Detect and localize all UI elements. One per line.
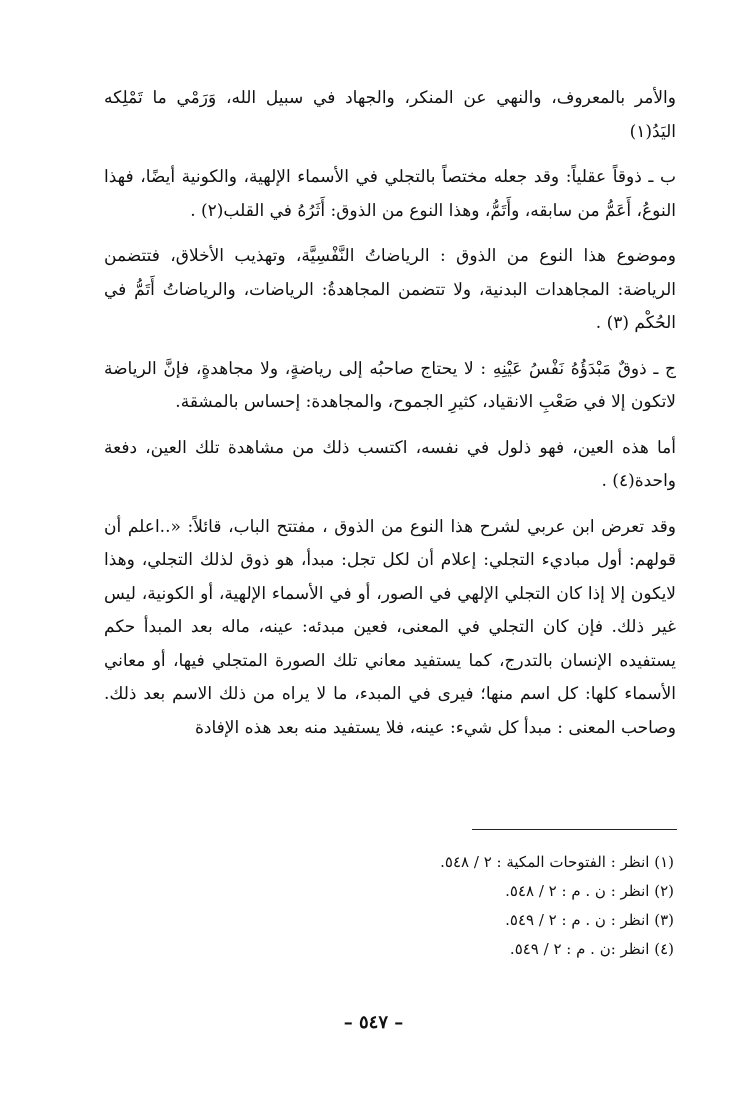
- paragraph-4: ج ـ ذوقٌ مَبْدَؤُهُ نَفْسُ عَيْنِهِ : لا يحتاج صاحبُه إلى رياضةٍ، ولا مجاهدةٍ، فإنَّ الرياضة لاتكون إلا في صَعْبِ الانقياد، كثيرِ الجموح، والمجاهدة: إحساس بالمشقة.: [104, 358, 676, 412]
- paragraph-1: والأمر بالمعروف، والنهي عن المنكر، والجهاد في سبيل الله، وَرَمْي ما تَمْلِكه اليَدُ(١): [104, 88, 676, 142]
- paragraph-6: وقد تعرض ابن عربي لشرح هذا النوع من الذوق ، مفتتح الباب، قائلاً: «..اعلم أن قولهم: أول مباديء التجلي: إعلام أن لكل تجل: مبدأ، هو ذوق لذلك التجلي، وهذا لايكون إلا إذا كان التجلي الإلهي في الصور، أو في الأسماء الإلهية، أو الكونية، ليس غير ذلك. فإن كان التجلي في المعنى، فعين مبدئه: عينه، ماله بعد المبدأ حكم يستفيده الإنسان بالتدرج، كما يستفيد معاني تلك الصورة المتجلي فيها، أو معاني الأسماء كلها: كل اسم منها؛ فيرى في المبدء، ما لا يراه من ذلك الاسم بعد ذلك. وصاحب المعنى : مبدأ كل شيء: عينه، فلا يستفيد منه بعد هذه الإفادة: [104, 516, 676, 738]
- page-number: – ٥٤٧ –: [343, 1012, 404, 1033]
- main-text: [104, 82, 676, 757]
- footnote-2: (٢) انظر : ن . م : ٢ / ٥٤٨.: [505, 882, 674, 900]
- paragraph-2: ب ـ ذوقاً عقلياً: وقد جعله مختصاً بالتجلي في الأسماء الإلهية، والكونية أيضًا، فهذا النوعُ، أَعَمُّ من سابقه، وأَتَمُّ، وهذا النوع من الذوق: أَثَرُهُ في القلب(٢) .: [104, 167, 676, 221]
- footnote-1: (١) انظر : الفتوحات المكية : ٢ / ٥٤٨.: [440, 853, 674, 871]
- footnotes: [300, 848, 674, 964]
- paragraph-3: وموضوع هذا النوع من الذوق : الرياضاتُ النَّفْسِيَّة، وتهذيب الأخلاق، فتتضمن الرياضة: المجاهدات البدنية، ولا تتضمن المجاهدةُ: الرياضات، والرياضاتُ أَتَمُّ في الحُكْم (٣) .: [104, 246, 676, 333]
- footnote-3: (٣) انظر : ن . م : ٢ / ٥٤٩.: [505, 911, 674, 929]
- footnote-4: (٤) انظر :ن . م : ٢ / ٥٤٩.: [509, 940, 674, 958]
- footnote-separator: [472, 829, 677, 830]
- paragraph-5: أما هذه العين، فهو ذلول في نفسه، اكتسب ذلك من مشاهدة تلك العين، دفعة واحدة(٤) .: [104, 437, 676, 491]
